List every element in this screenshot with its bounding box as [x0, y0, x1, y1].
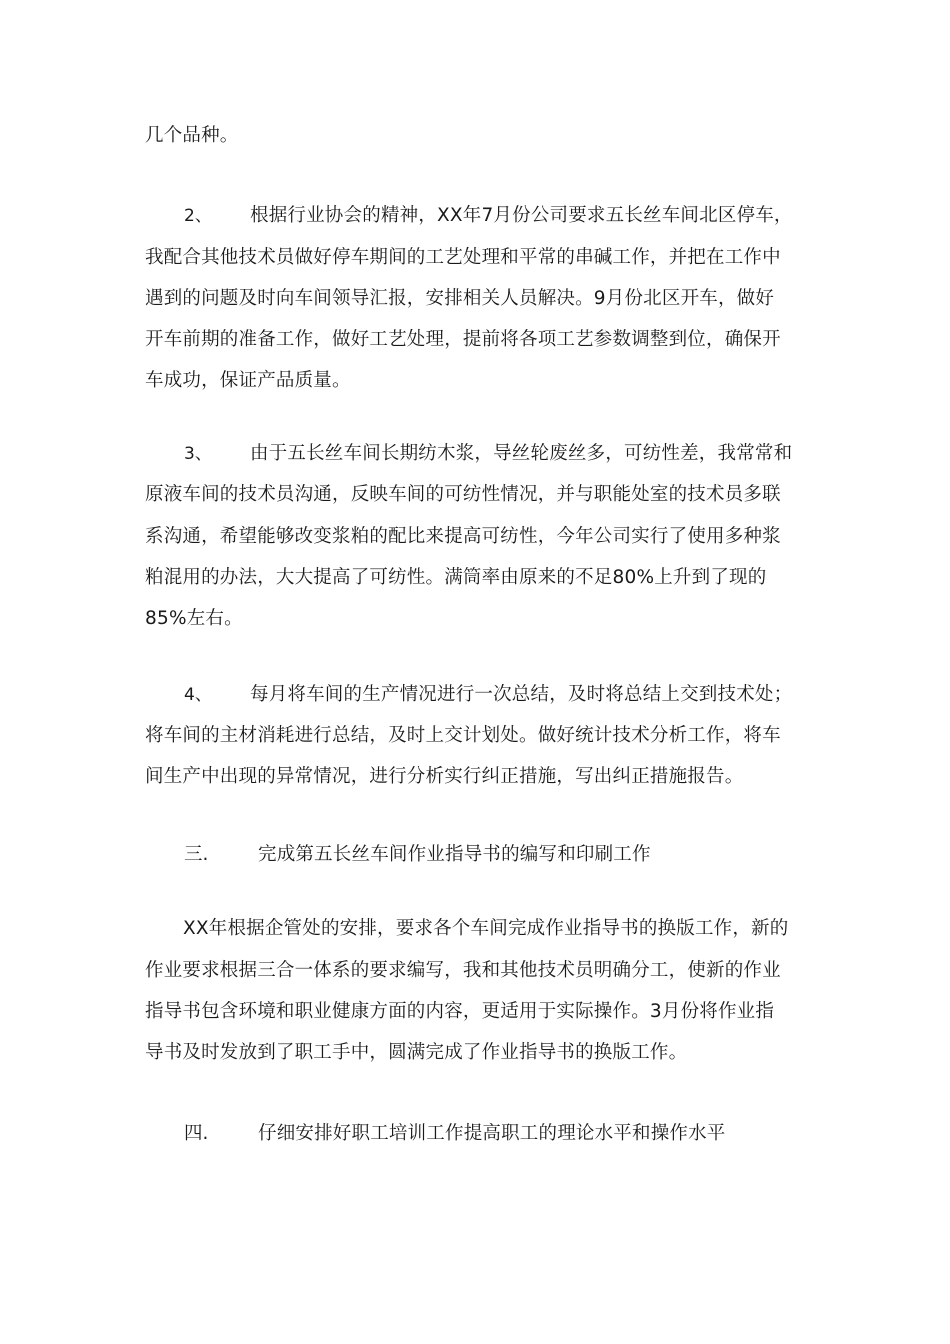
intro-tail: 几个品种。 — [145, 125, 239, 146]
item-4-number: 4、 — [184, 685, 212, 705]
item-2-line-2: 我配合其他技术员做好停车期间的工艺处理和平常的串碱工作，并把在工作中 — [145, 247, 781, 268]
section-4-number: 四. — [184, 1123, 209, 1144]
item-4-line-3: 间生产中出现的异常情况，进行分析实行纠正措施，写出纠正措施报告。 — [145, 766, 744, 787]
item-2-number: 2、 — [184, 206, 212, 226]
item-2-line-3: 遇到的问题及时向车间领导汇报，安排相关人员解决。9月份北区开车，做好 — [145, 288, 775, 309]
section-3-line-3: 指导书包含环境和职业健康方面的内容，更适用于实际操作。3月份将作业指 — [145, 1001, 775, 1022]
section-4-title: 仔细安排好职工培训工作提高职工的理论水平和操作水平 — [258, 1123, 726, 1144]
item-3-line-4: 粕混用的办法，大大提高了可纺性。满筒率由原来的不足80%上升到了现的 — [145, 567, 767, 588]
item-2-line-4: 开车前期的准备工作，做好工艺处理，提前将各项工艺参数调整到位，确保开 — [145, 329, 781, 350]
section-3-line-1: XX年根据企管处的安排，要求各个车间完成作业指导书的换版工作，新的 — [183, 918, 789, 939]
item-3-number: 3、 — [184, 444, 212, 464]
item-3-line-1: 由于五长丝车间长期纺木浆，导丝轮废丝多，可纺性差，我常常和 — [250, 443, 793, 464]
item-3-line-2: 原液车间的技术员沟通，反映车间的可纺性情况，并与职能处室的技术员多联 — [145, 484, 781, 505]
section-3-line-4: 导书及时发放到了职工手中，圆满完成了作业指导书的换版工作。 — [145, 1042, 688, 1063]
section-3-number: 三. — [184, 844, 209, 865]
item-2-line-1: 根据行业协会的精神，XX年7月份公司要求五长丝车间北区停车， — [250, 205, 793, 226]
section-3-title: 完成第五长丝车间作业指导书的编写和印刷工作 — [258, 844, 651, 865]
item-3-line-5: 85%左右。 — [145, 608, 243, 629]
section-3-line-2: 作业要求根据三合一体系的要求编写，我和其他技术员明确分工，使新的作业 — [145, 960, 781, 981]
item-4-line-2: 将车间的主材消耗进行总结，及时上交计划处。做好统计技术分析工作，将车 — [145, 725, 781, 746]
item-4-line-1: 每月将车间的生产情况进行一次总结，及时将总结上交到技术处； — [250, 684, 793, 705]
item-3-line-3: 系沟通，希望能够改变浆粕的配比来提高可纺性，今年公司实行了使用多种浆 — [145, 526, 781, 547]
item-2-line-5: 车成功，保证产品质量。 — [145, 370, 351, 391]
